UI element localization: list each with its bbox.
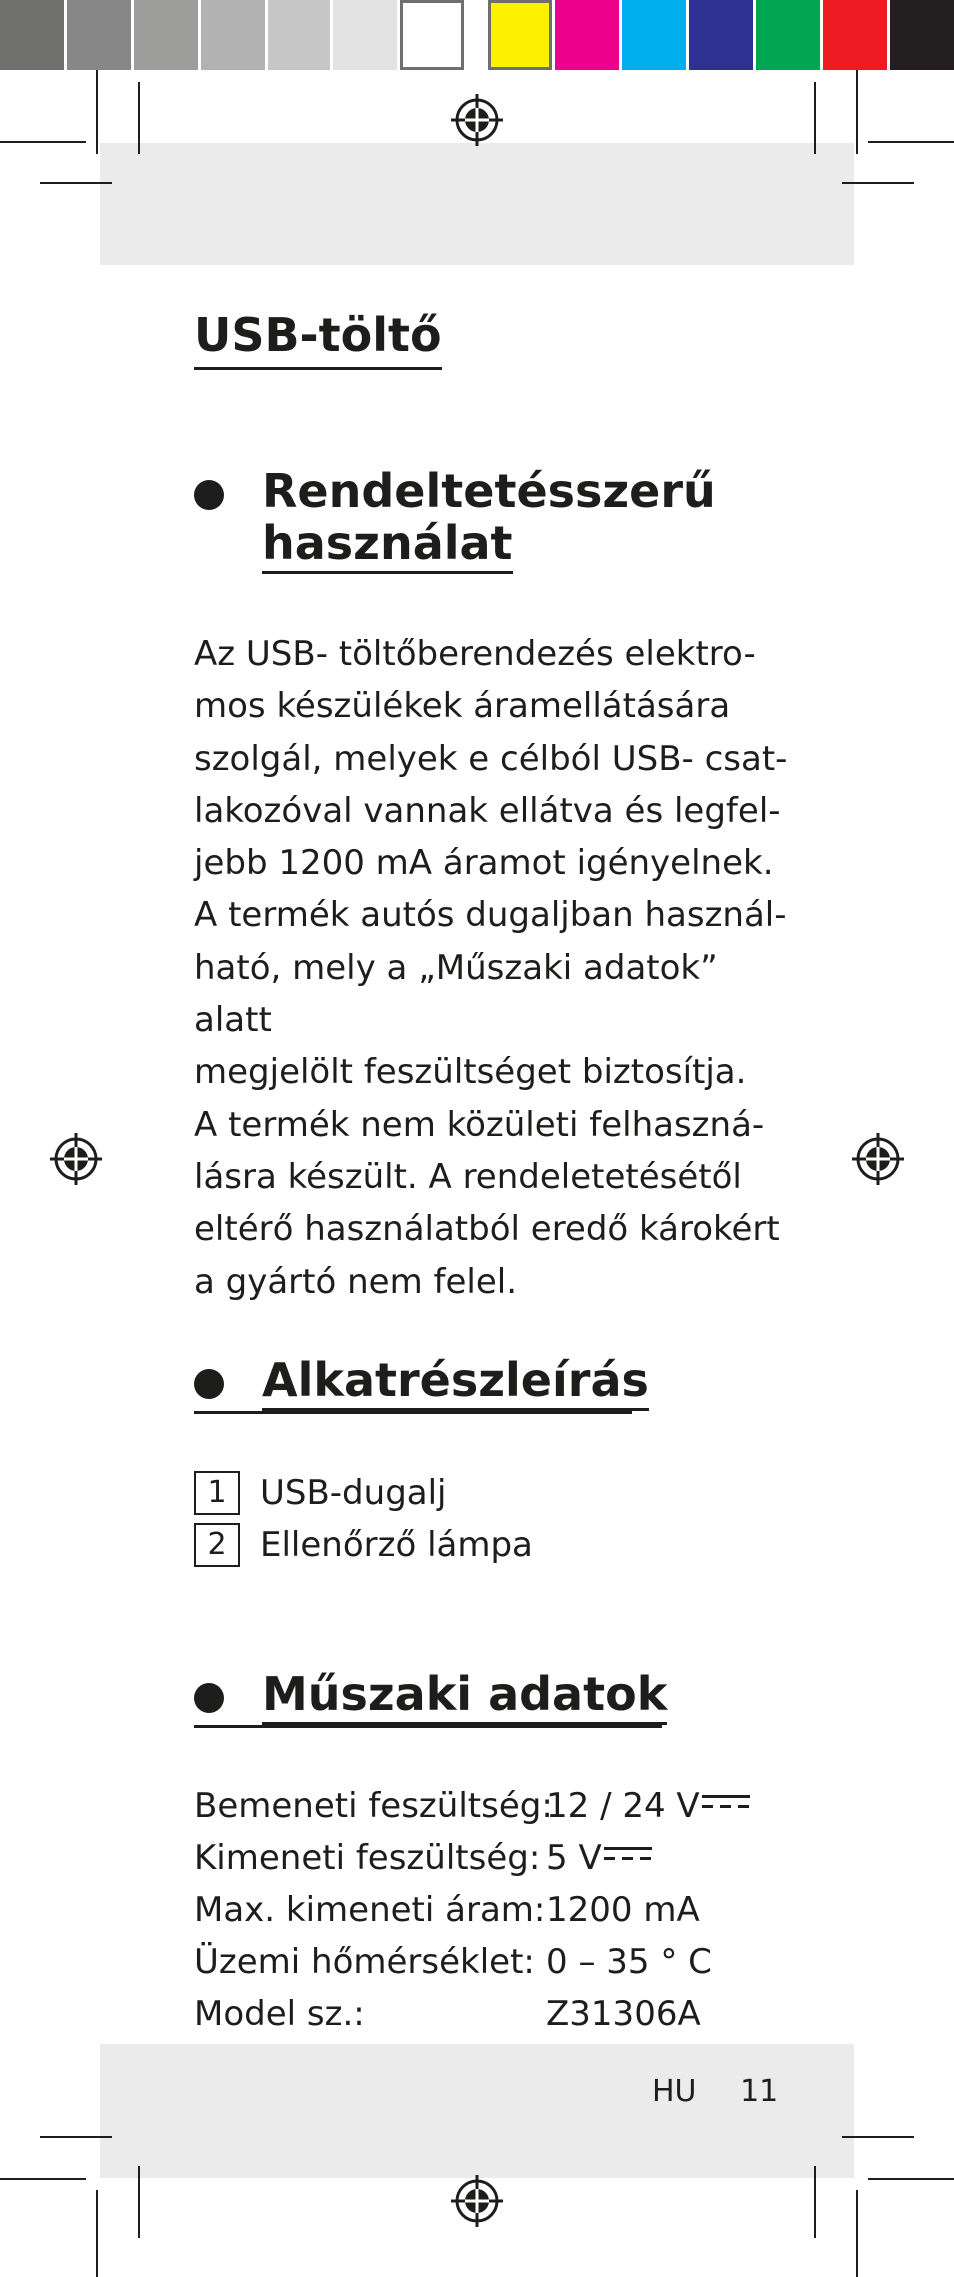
blue-swatch: [689, 0, 753, 70]
red-swatch: [823, 0, 887, 70]
magenta-swatch: [555, 0, 619, 70]
crop-mark: [40, 182, 112, 184]
bullet-icon: [194, 1369, 224, 1399]
crop-mark: [842, 182, 914, 184]
parts-section-heading: [194, 1354, 794, 1414]
specs-heading: [262, 1668, 667, 1725]
crop-mark: [842, 2136, 914, 2138]
part-label: USB-dugalj: [260, 1473, 447, 1513]
crop-mark: [868, 2178, 954, 2180]
page-title: USB-töltő: [194, 305, 442, 370]
spec-label: Max. kimeneti áram:: [194, 1890, 546, 1930]
crop-mark: [814, 82, 816, 154]
usage-heading-line2: használat: [262, 517, 513, 574]
footer-language: HU: [652, 2074, 697, 2109]
gray-swatch-7: [400, 0, 464, 70]
page-footer: [652, 2072, 778, 2112]
spec-label: Kimeneti feszültség:: [194, 1838, 541, 1878]
gray-swatch-5: [268, 0, 330, 70]
crop-mark: [0, 2178, 86, 2180]
registration-mark-icon: [449, 92, 505, 148]
usage-heading: [262, 465, 716, 574]
crop-mark: [868, 141, 954, 143]
spec-label: Üzemi hőmérséklet:: [194, 1942, 535, 1982]
spec-value-text: 5 V: [546, 1838, 602, 1878]
specs-heading-rule: [194, 1725, 662, 1728]
crop-mark: [138, 82, 140, 154]
yellow-swatch: [488, 0, 552, 70]
spec-value-text: 12 / 24 V: [546, 1786, 700, 1826]
spec-value: 0 – 35 ° C: [546, 1942, 712, 1982]
specs-section-heading: [194, 1668, 794, 1728]
crop-mark: [96, 2190, 98, 2277]
dc-current-icon: [604, 1845, 652, 1865]
usage-heading-line1: Rendeltetésszerű: [262, 464, 716, 518]
specs-heading-text: Műszaki adatok: [262, 1668, 667, 1725]
gray-swatch-1: [0, 0, 64, 70]
black-swatch: [890, 0, 954, 70]
green-swatch: [756, 0, 820, 70]
spec-value: [546, 1832, 652, 1884]
dc-current-icon: [702, 1793, 750, 1813]
registration-mark-icon: [850, 1131, 906, 1187]
bullet-icon: [194, 1683, 224, 1713]
spec-value: [546, 1780, 750, 1832]
spec-label: Model sz.:: [194, 1994, 365, 2034]
crop-mark: [856, 70, 858, 154]
crop-mark: [96, 70, 98, 154]
part-number-box: 2: [194, 1523, 240, 1567]
parts-heading-rule: [194, 1411, 632, 1414]
gray-swatch-6: [333, 0, 397, 70]
bullet-icon: [194, 480, 224, 510]
part-label: Ellenőrző lámpa: [260, 1525, 533, 1565]
color-control-bar: [0, 0, 954, 70]
crop-mark: [40, 2136, 112, 2138]
part-number-box: 1: [194, 1471, 240, 1515]
crop-mark: [138, 2166, 140, 2238]
registration-mark-icon: [449, 2173, 505, 2229]
spec-value: 1200 mA: [546, 1890, 700, 1930]
usage-body-text: Az USB- töltőberendezés elektro- mos készülékek áramellátására szolgál, melyek e célból USB- csat- lakozóval vannak ellátva és legfel- jebb 1200 mA áramot igényelnek. A termék autós dugaljban használ- ható, mely a „Műszaki adatok” alatt megjelölt feszültséget biztosítja. A termék nem közületi felhaszná- lásra készült. A rendeletetésétől eltérő használatból eredő károkért a gyártó nem felel.: [194, 634, 788, 1302]
crop-mark: [856, 2190, 858, 2277]
footer-page-number: 11: [740, 2074, 779, 2109]
usage-section-heading: [194, 465, 794, 585]
registration-mark-icon: [48, 1131, 104, 1187]
cyan-swatch: [622, 0, 686, 70]
top-band: [100, 143, 854, 265]
parts-heading-text: Alkatrészleírás: [262, 1354, 649, 1411]
spec-label: Bemeneti feszültség:: [194, 1786, 553, 1826]
crop-mark: [814, 2166, 816, 2238]
spec-value: Z31306A: [546, 1994, 701, 2034]
gray-swatch-4: [201, 0, 265, 70]
gray-swatch-3: [134, 0, 198, 70]
crop-mark: [0, 141, 86, 143]
parts-heading: [262, 1354, 649, 1411]
gray-swatch-2: [67, 0, 131, 70]
